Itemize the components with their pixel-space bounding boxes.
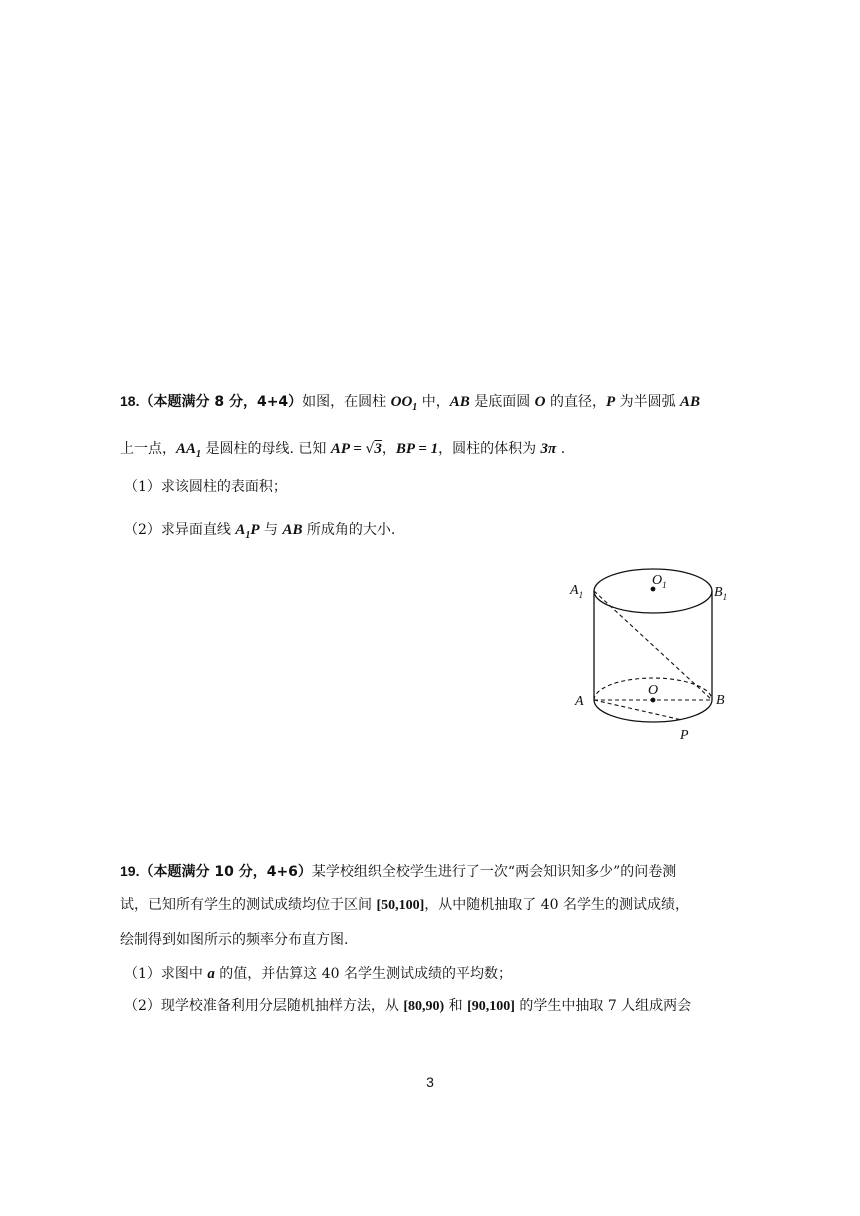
q19-part-1: （1）求图中 a 的值，并估算这 40 名学生测试成绩的平均数； bbox=[124, 966, 513, 982]
label-p: P bbox=[680, 728, 689, 743]
point-o bbox=[651, 698, 656, 703]
sqrt-symbol: √ bbox=[365, 441, 375, 457]
q19-part-2: （2）现学校准备利用分层随机抽样方法，从 [80,90) 和 [90,100] 的学生中抽取 7 人组成两会 bbox=[124, 998, 692, 1014]
label-a1: $A_1$ bbox=[570, 583, 584, 600]
label-b: B bbox=[716, 693, 725, 708]
label-b1: $B_1$ bbox=[714, 585, 728, 602]
q19-line-2: 试，已知所有学生的测试成绩均位于区间 [50,100]，从中随机抽取了 40 名学生的测试成绩， bbox=[120, 897, 689, 913]
label-o1: $O_1$ bbox=[652, 573, 667, 590]
q18-line-2: 上一点，$AA_1$ 是圆柱的母线. 已知 AP = √3，BP = 1，圆柱的体积为 3π . bbox=[120, 441, 566, 460]
bottom-ellipse-front bbox=[594, 700, 712, 722]
label-a: A bbox=[575, 694, 584, 709]
segment-a-p bbox=[594, 700, 682, 720]
q18-part-2: （2）求异面直线 $A_1P$ 与 AB 所成角的大小. bbox=[124, 522, 396, 541]
q18-line-1: 18.（本题满分 8 分，4+4）如图，在圆柱 $OO_1$ 中，AB 是底面圆 O 的直径，P 为半圆弧 AB bbox=[120, 393, 701, 413]
q19-header: （本题满分 10 分，4+6） bbox=[139, 864, 312, 880]
q18-number: 18. bbox=[120, 393, 140, 409]
q18-part-1: （1）求该圆柱的表面积； bbox=[124, 479, 287, 495]
q19-number: 19. bbox=[120, 863, 140, 879]
page-number: 3 bbox=[426, 1074, 434, 1090]
q19-line-3: 绘制得到如图所示的频率分布直方图. bbox=[120, 932, 349, 948]
q18-header: （本题满分 8 分，4+4） bbox=[139, 394, 303, 410]
cylinder-figure bbox=[560, 560, 740, 750]
q19-line-1: 19.（本题满分 10 分，4+6）某学校组织全校学生进行了一次“两会知识知多少”的问卷测 bbox=[120, 863, 677, 880]
label-o: O bbox=[648, 683, 659, 698]
